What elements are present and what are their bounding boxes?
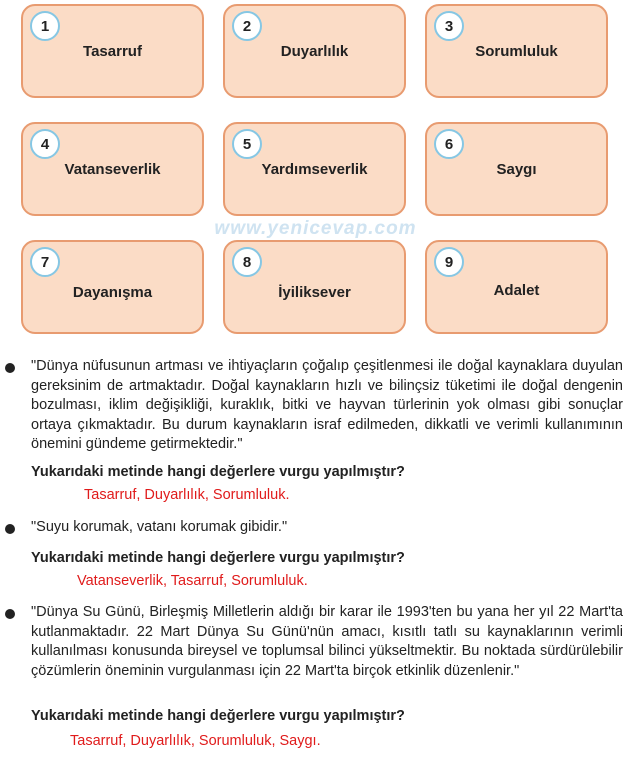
value-card-1 [21,4,204,98]
value-card-9 [425,240,608,334]
card-label: İyiliksever [278,284,351,301]
value-card-7 [21,240,204,334]
bullet-icon [5,609,15,619]
question-block-2 [0,518,631,598]
question-block-3 [0,603,631,763]
value-card-6 [425,122,608,216]
value-card-5 [223,122,406,216]
card-label: Adalet [493,282,540,299]
bullet-icon [5,363,15,373]
question-text: "Dünya Su Günü, Birleşmiş Milletlerin aldığı bir karar ile 1993'ten bu yana her yıl 22 Mart'ta kutlanmaktadır. 22 Mart Dünya Su Günü'nün amacı, kısıtlı tatlı su kaynaklarının verimli kullanılması konusunda bireysel ve toplumsal bilinci yükseltmektir. Bu noktada sürdürülebilir çözümlerin öneminin vurgulanması için 22 Mart'ta birçok etkinlik düzenlenir." [31,604,623,679]
question-text: "Dünya nüfusunun artması ve ihtiyaçların çoğalıp çeşitlenmesi ile doğal kaynaklara duyulan gereksinim de artmaktadır. Doğal kaynakların hızlı ve bilinçsiz tüketimi ile doğal dengenin bozulması, iklim değişikliği, kuraklık, bitki ve hayvan türlerinin yok olması gibi sonuçlar ortaya çıkmaktadır. Bu durum kaynakların israf edilmeden, dikkatli ve verimli kullanımının önemini gündeme getirmektedir." [31,358,623,453]
card-number: 5 [232,129,262,159]
question-block-1 [0,357,631,507]
card-label: Duyarlılık [280,43,349,60]
card-number: 8 [232,247,262,277]
card-number: 6 [434,129,464,159]
answer-text: Vatanseverlik, Tasarruf, Sorumluluk. [77,573,308,589]
card-label: Sorumluluk [475,43,558,60]
card-number: 7 [30,247,60,277]
card-label: Dayanışma [72,284,153,301]
value-card-2 [223,4,406,98]
watermark: www.yenicevap.com [214,218,417,239]
question-prompt: Yukarıdaki metinde hangi değerlere vurgu yapılmıştır? [31,464,405,480]
card-number: 3 [434,11,464,41]
question-text: "Suyu korumak, vatanı korumak gibidir." [31,519,288,535]
bullet-icon [5,524,15,534]
card-number: 9 [434,247,464,277]
card-number: 2 [232,11,262,41]
value-card-3 [425,4,608,98]
card-label: Tasarruf [83,43,142,60]
answer-text: Tasarruf, Duyarlılık, Sorumluluk, Saygı. [70,733,321,749]
question-prompt: Yukarıdaki metinde hangi değerlere vurgu yapılmıştır? [31,550,405,566]
answer-text: Tasarruf, Duyarlılık, Sorumluluk. [84,487,290,503]
card-label: Yardımseverlik [261,161,368,178]
card-number: 1 [30,11,60,41]
card-label: Vatanseverlik [64,161,161,178]
card-number: 4 [30,129,60,159]
value-card-8 [223,240,406,334]
value-card-4 [21,122,204,216]
card-label: Saygı [496,161,537,178]
question-prompt: Yukarıdaki metinde hangi değerlere vurgu yapılmıştır? [31,708,405,724]
